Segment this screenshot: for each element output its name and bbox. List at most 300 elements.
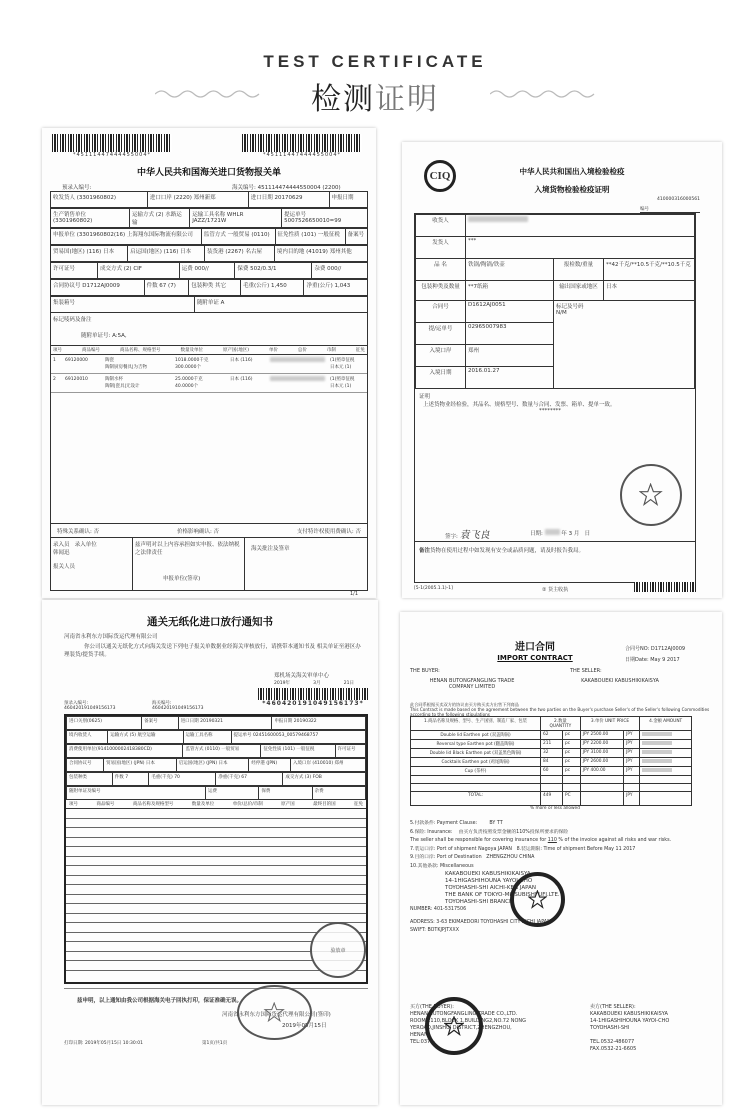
date-label: 日期: bbox=[530, 531, 543, 537]
review-center: 郑机场关海关审单中心 bbox=[274, 673, 330, 679]
signature: 签字: 袁飞良 bbox=[445, 530, 490, 541]
month: 3月 bbox=[313, 681, 321, 686]
item-no: 1 bbox=[53, 358, 56, 363]
country-value: 日本 bbox=[604, 281, 695, 301]
contract-terms bbox=[410, 820, 710, 936]
item-lines bbox=[66, 809, 366, 971]
pack-value: **7纸箱 bbox=[466, 281, 554, 301]
cell bbox=[230, 357, 270, 371]
ruled-line bbox=[66, 838, 366, 848]
value: 460420191049156173 bbox=[152, 706, 204, 711]
consignor-label: 发货人 bbox=[416, 237, 466, 259]
signature-row bbox=[51, 537, 367, 590]
item-qty2: 300.0000个 bbox=[175, 365, 201, 370]
seller-signature bbox=[590, 1004, 669, 1053]
marks-label: 标记及号码 bbox=[556, 304, 584, 310]
column-header: 币制 bbox=[326, 348, 336, 353]
item-desc: Cup (茶杯) bbox=[411, 767, 541, 776]
empty-cell bbox=[411, 784, 541, 792]
entry-name: 韩闻迅 bbox=[53, 550, 70, 556]
seller-sign-line: TOYOHASHI-SHI bbox=[590, 1025, 630, 1031]
time-value: Before May 11 2017 bbox=[586, 846, 636, 852]
grid-row bbox=[50, 228, 368, 245]
buyer-sign-line: HENAN bbox=[410, 1032, 428, 1038]
empty-cell bbox=[580, 776, 623, 784]
consignee-label: 收货人 bbox=[416, 215, 466, 237]
grid-cell: 杂费 000// bbox=[312, 263, 368, 279]
ruled-line bbox=[66, 819, 366, 829]
total-row bbox=[411, 792, 692, 806]
declare-unit: 申报单位(签章) bbox=[163, 576, 201, 582]
column-header: 商品编号 bbox=[96, 802, 115, 807]
attached-doc: 随附单证号: A:5A, bbox=[81, 333, 127, 339]
grid-cell: 成交方式 (3) FOB bbox=[283, 773, 366, 786]
cell bbox=[175, 376, 230, 390]
copy-label: ② 货主收执 bbox=[542, 587, 569, 593]
grid-cell: 备案号 bbox=[142, 717, 179, 730]
import-contract-document bbox=[400, 612, 722, 1105]
confirm-item: 特殊关系确认: 否 bbox=[57, 529, 100, 535]
number-value: 401-5317506 bbox=[433, 907, 467, 912]
ciq-certificate-document bbox=[402, 142, 722, 598]
column-header: 数量及单位 bbox=[180, 348, 203, 353]
grid-row bbox=[66, 758, 366, 772]
seller-label: THE SELLER: bbox=[570, 668, 602, 674]
value: D1712AJ0009 bbox=[650, 646, 686, 652]
item-price: JPY 2200.00 bbox=[580, 740, 623, 749]
wave-divider-right bbox=[490, 88, 595, 100]
empty-cell bbox=[580, 792, 623, 806]
grid-cell: 启运国(地区) (JPN) 日本 bbox=[176, 759, 249, 772]
grid-cell: 备案号 bbox=[345, 229, 367, 245]
preparer-no bbox=[64, 700, 116, 711]
grid-row bbox=[66, 786, 366, 800]
item-desc: Double lid Black Earthen pot (双盖黑色陶锅) bbox=[411, 749, 541, 758]
bank-line: TOYOHASHI-SHI BRANCH bbox=[445, 899, 514, 905]
dest-value: ZHENGZHOU CHINA bbox=[486, 855, 535, 860]
cell bbox=[65, 376, 105, 390]
barcode-text: *460420191049156173* bbox=[262, 700, 364, 707]
intro-cn: 此合同系根据买卖双方的协议由买方购买卖方出售下列商品 bbox=[410, 702, 519, 707]
grid-cell: 包装种类 其它 bbox=[189, 280, 241, 296]
grid-cell: 申报单位 (3301960802(16) 上海翔东国际物流有限公司 bbox=[51, 229, 202, 245]
total-cur: JPY bbox=[624, 792, 640, 806]
cell bbox=[175, 357, 230, 371]
item-price: JPY 2600.00 bbox=[580, 758, 623, 767]
entry-unit: 录入单位 bbox=[74, 542, 97, 548]
grid-row bbox=[50, 279, 368, 296]
grid-row bbox=[50, 208, 368, 228]
column-header: 商品编号 bbox=[81, 348, 100, 353]
grid-row bbox=[66, 744, 366, 758]
note-text: 货物在使用过程中如发现有安全或品质问题，请及时报告我局。 bbox=[430, 548, 585, 554]
customs-remark: 海关批注及签章 bbox=[251, 546, 290, 552]
column-header: 征免 bbox=[354, 802, 363, 807]
print-date: 打印日期: 2019年05月15日 10:30:01 bbox=[64, 1041, 143, 1046]
grid-cell: 征免性质 (101) 一般征税 bbox=[261, 745, 335, 758]
grid-cell: 集装箱号 bbox=[51, 297, 195, 313]
blurred-price bbox=[270, 357, 325, 362]
title-line-1: 中华人民共和国出入境检验检疫 bbox=[519, 167, 625, 176]
item-qty: 84 bbox=[541, 758, 563, 767]
item-cur: JPY bbox=[624, 758, 640, 767]
cell bbox=[105, 376, 175, 390]
year: 2019年 bbox=[274, 681, 290, 686]
swift-value: BOTKJPJTXXX bbox=[427, 928, 460, 933]
bank-line: TOYOHASHI-SHI AICHI-KEN JAPAN bbox=[445, 885, 536, 891]
wave-divider-left bbox=[155, 88, 260, 100]
grid-cell: 运费 000// bbox=[179, 263, 235, 279]
month: 月 bbox=[573, 531, 580, 537]
declaration-body bbox=[50, 313, 368, 591]
seller-name: KAKABOUEKI KABUSHIKIKAISYA bbox=[581, 678, 659, 684]
grid bbox=[66, 716, 366, 800]
grid-cell: 进口关别(0625) bbox=[67, 717, 142, 730]
barcode bbox=[634, 582, 696, 592]
marks-label: 标记唛码及备注 bbox=[53, 317, 92, 323]
ruled-line bbox=[66, 809, 366, 819]
address-label: ADDRESS: bbox=[410, 919, 435, 925]
grid-cell: 包装种类 bbox=[67, 773, 113, 786]
product-label: 品 名 bbox=[416, 259, 466, 281]
table-row bbox=[51, 355, 367, 374]
goods-table bbox=[410, 716, 692, 811]
column-header: 单价 bbox=[268, 348, 278, 353]
label: 海关编号: bbox=[152, 701, 172, 706]
ruled-line bbox=[66, 904, 366, 914]
day: 21日 bbox=[343, 681, 354, 686]
column-header: 征免 bbox=[355, 348, 365, 353]
port-ship-label: 7.装运口岸: Port of shipment bbox=[410, 846, 477, 852]
confirm-item: 支付特许权使用费确认: 否 bbox=[296, 529, 361, 535]
grid-row bbox=[66, 730, 366, 744]
grid-cell: 运费 bbox=[206, 787, 259, 800]
pack-label: 包装种类及数量 bbox=[416, 281, 466, 301]
weight-value: **42千克/**10.5千克/**10.5千克 bbox=[604, 259, 695, 281]
column-header: 原产国 bbox=[281, 802, 295, 807]
blurred-price bbox=[270, 376, 325, 381]
no-label: 编号 bbox=[640, 206, 700, 213]
label: 日期Date: bbox=[625, 657, 649, 663]
customs-declaration-document bbox=[42, 128, 376, 598]
code: (2200) bbox=[322, 185, 341, 191]
contract-value: D1612AJ0051 bbox=[466, 301, 554, 323]
grid-cell: 贸易国(地区) (JPN) 日本 bbox=[104, 759, 177, 772]
declaration-grid bbox=[50, 191, 368, 313]
ruled-line bbox=[66, 942, 366, 952]
bl-label: 提/运单号 bbox=[416, 323, 466, 345]
buyer-sign-line: ROOM 2110,BLOCK 1,BUILDING2,NO.72 NONG bbox=[410, 1018, 527, 1024]
grid-cell: 入境口岸 (410010) 郑州 bbox=[290, 759, 365, 772]
items-header bbox=[66, 800, 366, 809]
sign-date bbox=[530, 529, 590, 537]
column-header: 商品名称、规格型号 bbox=[119, 348, 161, 353]
column-header: 项号 bbox=[69, 802, 78, 807]
page-number: 第1页/共1页 bbox=[202, 1041, 228, 1046]
table-row bbox=[51, 374, 367, 393]
time-label: 8.装运期限: Time of shipment bbox=[516, 846, 586, 852]
declaration-form bbox=[50, 191, 368, 591]
item-price: JPY 400.00 bbox=[580, 767, 623, 776]
column-header: 2.数量 QUANTITY bbox=[541, 717, 581, 731]
items-header bbox=[51, 346, 367, 355]
item-unit: pc bbox=[563, 767, 581, 776]
price-cell bbox=[270, 357, 330, 371]
number-label: NUMBER: bbox=[410, 907, 433, 912]
title-en: IMPORT CONTRACT bbox=[497, 654, 573, 662]
entry-date-value: 2016.01.27 bbox=[466, 367, 554, 389]
statement: 兹申明，以上通知由我公司根据海关电子回执打印，保证准确无误。 bbox=[77, 998, 243, 1004]
year: 年 bbox=[561, 531, 567, 537]
signer: 河南省永利东方国际货运代理有限公司(签印) bbox=[222, 1012, 331, 1018]
grid-cell: 运输工具名称 bbox=[183, 731, 231, 744]
intro bbox=[410, 702, 710, 717]
empty-cell bbox=[640, 784, 692, 792]
item-qty: 211 bbox=[541, 740, 563, 749]
grid-cell: 毛重(千克) 70 bbox=[149, 773, 216, 786]
declaration-grid bbox=[64, 714, 368, 984]
sign-date: 2019年05月15日 bbox=[282, 1023, 327, 1029]
item-spec: 陶制厨房餐具|为吉物 bbox=[105, 365, 148, 370]
grid-row bbox=[50, 191, 368, 208]
bank-info bbox=[410, 871, 710, 906]
grid-cell: 监管方式 一般贸易 (0110) bbox=[201, 229, 275, 245]
amount-cell bbox=[640, 749, 692, 758]
port-ship: Nagoya JAPAN bbox=[478, 846, 512, 852]
item-qty1: 1018.0000千克 bbox=[175, 358, 209, 363]
grid-cell: 运输方式 (5) 航空运输 bbox=[108, 731, 183, 744]
ruled-line bbox=[66, 828, 366, 838]
customs-no bbox=[232, 183, 341, 191]
grid-row bbox=[66, 772, 366, 786]
table-row bbox=[411, 749, 692, 758]
marks-cell bbox=[554, 301, 695, 389]
empty-row bbox=[411, 776, 692, 784]
ruled-line bbox=[66, 866, 366, 876]
port-value: 郑州 bbox=[466, 345, 554, 367]
item-price: JPY 2500.00 bbox=[580, 731, 623, 740]
form-code: [5-1(2005.1.1)-1] bbox=[414, 586, 453, 591]
items-table bbox=[51, 345, 367, 393]
grid-cell: 提运单号 5007526650010=99 bbox=[282, 209, 368, 228]
buyer-sign-line: TEL:0371- bbox=[410, 1039, 436, 1045]
consignor-value: *** bbox=[466, 237, 695, 259]
empty-cell bbox=[624, 784, 640, 792]
grid-cell: 经停港 (JPN) bbox=[249, 759, 291, 772]
ruled-line bbox=[66, 847, 366, 857]
grid-cell: 许可证号 bbox=[51, 263, 98, 279]
official-seal-stamp bbox=[620, 464, 682, 526]
grid-cell: 运输方式 (2) 水路运输 bbox=[129, 209, 189, 228]
item-unit: pc bbox=[563, 749, 581, 758]
intro-en: This Contract is made based on the agreement between the two parties on the Buyer's purchase Seller's of the Seller's following Commodities according to the following stipulations bbox=[410, 707, 710, 717]
grid-cell: 启运国(地区) (116) 日本 bbox=[128, 246, 205, 262]
item-qty: 60 bbox=[541, 767, 563, 776]
value: 460420191049156173 bbox=[64, 706, 116, 711]
grid-cell: 申报日期 bbox=[329, 192, 367, 208]
value: 451114474444550004 bbox=[257, 185, 321, 191]
item-desc: Reversal type Earthen pot (翻盖陶锅) bbox=[411, 740, 541, 749]
header-title-en: TEST CERTIFICATE bbox=[263, 52, 487, 71]
grid-cell: 许可证号 bbox=[335, 745, 366, 758]
buyer-label: THE BUYER: bbox=[410, 668, 440, 674]
grid-cell: 生产销售单位 (3301960802) bbox=[51, 209, 130, 228]
total-amount bbox=[640, 792, 692, 806]
ruled-line bbox=[66, 914, 366, 924]
value: May 9 2017 bbox=[650, 657, 680, 663]
grid-cell: 净重(公斤) 1,043 bbox=[304, 280, 368, 296]
consignee-value bbox=[466, 215, 695, 237]
ruled-line bbox=[66, 885, 366, 895]
tax-cell bbox=[330, 357, 370, 371]
tolerance: % more or less allowed bbox=[530, 806, 580, 811]
grid-cell: 进口口岸 (2220) 郑州新郑 bbox=[147, 192, 248, 208]
bank-line: KAKABOUEKI KABUSHIKIKAISYA bbox=[445, 871, 531, 877]
ruled-line bbox=[66, 876, 366, 886]
buyer-sign-label: 买方(THE BUYER): bbox=[410, 1004, 454, 1010]
header-title-cn bbox=[0, 74, 750, 118]
column-header: 3.单价 UNIT PRICE bbox=[580, 717, 640, 731]
grid-cell: 件数 67 (7) bbox=[144, 280, 189, 296]
item-no: 2 bbox=[53, 377, 56, 382]
seller-sign-line: KAKABOUEKI KABUSHIKIKAISYA bbox=[590, 1011, 668, 1017]
empty-cell bbox=[624, 776, 640, 784]
confirm-item: 价格影响确认: 否 bbox=[176, 529, 220, 535]
cell bbox=[65, 357, 105, 371]
item-name: 陶制水杯 bbox=[105, 377, 123, 382]
item-origin: 日本 (116) bbox=[230, 358, 253, 363]
cell bbox=[53, 357, 65, 371]
payment-value: BY TT bbox=[489, 821, 503, 826]
marks-value: N/M bbox=[556, 310, 567, 316]
ruled-line bbox=[66, 952, 366, 962]
item-desc: Double lid Earthen pot (双盖陶锅) bbox=[411, 731, 541, 740]
item-unit: pc bbox=[563, 740, 581, 749]
column-header: 总价 bbox=[297, 348, 307, 353]
blurred-amount bbox=[642, 759, 672, 763]
grid-cell: 消费使用单位(9141000002418380CD) bbox=[67, 745, 183, 758]
confirm-row bbox=[51, 523, 367, 538]
ruled-line bbox=[66, 961, 366, 971]
grid-row bbox=[66, 716, 366, 730]
item-qty2: 40.0000个 bbox=[175, 384, 199, 389]
grid-cell: 收发货人 (3301960802) bbox=[51, 192, 148, 208]
empty-cell bbox=[640, 776, 692, 784]
swift-label: SWIFT: bbox=[410, 928, 426, 933]
title-dark: 检测 bbox=[311, 82, 375, 117]
grid-cell: 申报日期 20190322 bbox=[272, 717, 366, 730]
label: 预录入编号: bbox=[64, 701, 89, 706]
ruled-line bbox=[66, 933, 366, 943]
ruled-line bbox=[66, 895, 366, 905]
grid-cell: 征免性质 (101) 一般征税 bbox=[275, 229, 345, 245]
stars: ******** bbox=[539, 408, 561, 414]
barcode bbox=[242, 134, 362, 152]
column-header: 商品名称及规格型号 bbox=[132, 802, 174, 807]
column-header: 原产国(地区) bbox=[222, 348, 249, 353]
item-code: 69120010 bbox=[65, 377, 88, 382]
ruled-line bbox=[66, 857, 366, 867]
contract-label: 合同号 bbox=[416, 301, 466, 323]
grid-cell: 合同协议号 D1712AJ0009 bbox=[51, 280, 145, 296]
seller-fax: FAX.0532-21-6605 bbox=[590, 1046, 637, 1052]
cell bbox=[230, 376, 270, 390]
barcode bbox=[258, 688, 368, 700]
grid-cell: 成交方式 (2) CIF bbox=[98, 263, 180, 279]
divider bbox=[64, 988, 368, 989]
grid-cell: 杂费 bbox=[312, 787, 365, 800]
barcode-text: *45111447444455004* bbox=[72, 152, 152, 158]
item-cur: JPY bbox=[624, 767, 640, 776]
grid-cell: 保费 502/0.3/1 bbox=[235, 263, 312, 279]
dest-label: 9.目的口岸: Port of Destination bbox=[410, 855, 482, 860]
declare-statement: 兹声明对以上内容承担如实申报、依法纳税之法律责任 bbox=[135, 542, 240, 556]
grid-cell: 毛重(公斤) 1,450 bbox=[240, 280, 304, 296]
blurred-amount bbox=[642, 768, 672, 772]
cert-label: 证明 bbox=[419, 394, 431, 400]
item-code: 69120000 bbox=[65, 358, 88, 363]
grid-cell: 进口日期 20170629 bbox=[248, 192, 329, 208]
document-title: 中华人民共和国海关进口货物报关单 bbox=[136, 168, 281, 178]
column-header: 4.金额 AMOUNT bbox=[640, 717, 692, 731]
contract-date bbox=[625, 656, 680, 663]
barcode bbox=[52, 134, 172, 152]
cell bbox=[53, 376, 65, 390]
insurance-en2: % of the invoice against all risks and war risks. bbox=[558, 838, 672, 843]
empty-cell bbox=[541, 784, 563, 792]
sign-label: 签字: bbox=[445, 534, 458, 540]
misc-label: 10.其他条款: Miscellaneous bbox=[410, 863, 474, 869]
buyer-signature bbox=[410, 1004, 526, 1046]
label: 海关编号: bbox=[232, 185, 256, 191]
buyer-sign-line: HENAN BUTONGFANGLING TRADE CO.,LTD. bbox=[410, 1011, 518, 1017]
item-cur: JPY bbox=[624, 740, 640, 749]
month-num: 3 bbox=[568, 531, 573, 537]
insurance-pct: 110 bbox=[547, 838, 557, 843]
seller-sign-line: 14-1HIGASHIHOUNA YAYOI-CHO bbox=[590, 1018, 670, 1024]
declarant: 报关人员 bbox=[53, 564, 76, 570]
item-name: 陶瓷 bbox=[105, 358, 114, 363]
item-qty1: 25.0000千克 bbox=[175, 377, 203, 382]
star-icon bbox=[639, 483, 662, 506]
grid-row bbox=[50, 262, 368, 279]
item-qty: 62 bbox=[541, 731, 563, 740]
ruled-line bbox=[66, 923, 366, 933]
column-header: 最终目的国 bbox=[313, 802, 336, 807]
item-unit: pc bbox=[563, 758, 581, 767]
tax-cell bbox=[330, 376, 370, 390]
table-row bbox=[411, 740, 692, 749]
insurance-cn: 由买方负责按照发票金额的110%投保所要求的保险 bbox=[458, 829, 569, 835]
cell bbox=[105, 357, 175, 371]
insurance-en: The seller shall be responsible for covering insurance for bbox=[410, 838, 547, 843]
seller-sign-label: 卖方(THE SELLER): bbox=[590, 1004, 636, 1010]
bank-line: 14-1HIGASHIHOUNA YAYOI-CHO bbox=[445, 878, 533, 884]
note-label: 备注 bbox=[419, 548, 431, 554]
item-unit: pc bbox=[563, 731, 581, 740]
barcode-text: *45111447444455004* bbox=[262, 152, 342, 158]
blurred-amount bbox=[642, 750, 672, 754]
serial-number: 410000316000561 bbox=[657, 197, 700, 202]
total-unit: PC bbox=[563, 792, 581, 806]
amount-cell bbox=[640, 767, 692, 776]
cert-text: 上述货物业经检验，其品名、规格型号、数量与合同、发票、箱单、提单一致。 bbox=[423, 402, 616, 408]
buyer-name: HENAN BUTONGFANGLING TRADE COMPANY LIMITED bbox=[429, 678, 515, 690]
certification bbox=[415, 389, 695, 417]
grid-row bbox=[50, 245, 368, 262]
notice-date bbox=[274, 680, 354, 686]
item-tax2: 日本元 (1) bbox=[330, 365, 352, 370]
